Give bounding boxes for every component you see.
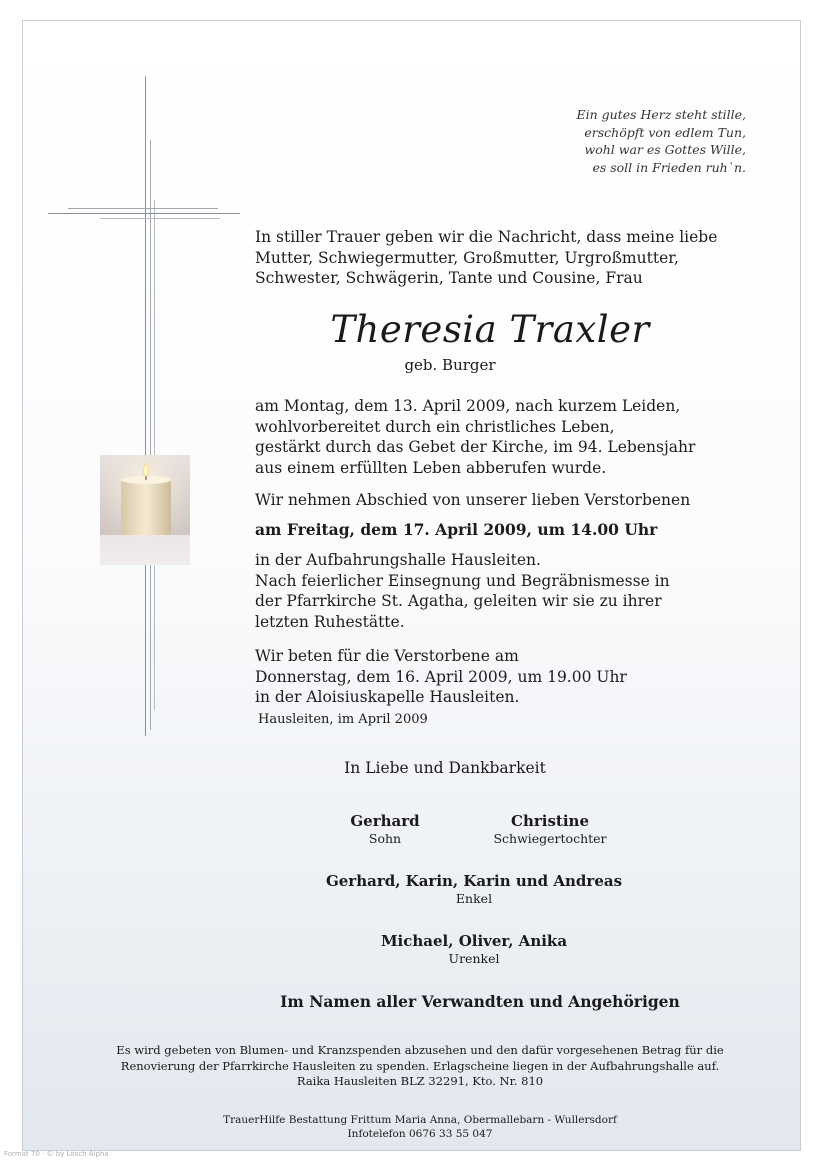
undertaker-name: TrauerHilfe Bestattung Frittum Maria Anna, Obermallebarn - Wullersdorf xyxy=(223,1114,617,1126)
place-date: Hausleiten, im April 2009 xyxy=(258,712,428,727)
farewell-line: Nach feierlicher Einsegnung und Begräbnismesse in xyxy=(255,571,670,590)
prayer-line: Wir beten für die Verstorbene am xyxy=(255,647,519,665)
death-line: gestärkt durch das Gebet der Kirche, im 94. Lebensjahr xyxy=(255,438,696,456)
donation-note xyxy=(60,1043,780,1090)
farewell-line: in der Aufbahrungshalle Hausleiten. xyxy=(255,551,541,569)
death-line: am Montag, dem 13. April 2009, nach kurzem Leiden, xyxy=(255,397,681,415)
prayer-line: in der Aloisiuskapelle Hausleiten. xyxy=(255,688,520,706)
poem-line: erschöpft von edlem Tun, xyxy=(584,124,746,140)
family-member-name: Christine xyxy=(511,812,589,830)
prayer-line: Donnerstag, dem 16. April 2009, um 19.00 Uhr xyxy=(255,667,627,686)
poem xyxy=(450,106,746,176)
donation-line: Raika Hausleiten BLZ 32291, Kto. Nr. 810 xyxy=(296,1074,544,1088)
birth-name: geb. Burger xyxy=(404,356,496,374)
prayer-paragraph xyxy=(255,646,725,708)
intro-line: Mutter, Schwiegermutter, Großmutter, Urgroßmutter, xyxy=(255,248,679,267)
family-grandchildren xyxy=(274,872,674,907)
intro-paragraph xyxy=(255,227,725,289)
family-member-relation: Schwiegertochter xyxy=(493,831,607,846)
donation-line: Es wird gebeten von Blumen- und Kranzspenden abzusehen und den dafür vorgesehenen Betrag für die xyxy=(116,1043,724,1057)
family-member-name: Gerhard xyxy=(350,812,420,830)
all-relatives: Im Namen aller Verwandten und Angehörigen xyxy=(280,992,680,1011)
family-great-grandchildren xyxy=(274,932,674,967)
candle-image xyxy=(100,455,190,565)
death-paragraph xyxy=(255,396,725,478)
donation-line: Renovierung der Pfarrkirche Hausleiten zu spenden. Erlagscheine liegen in der Aufbahrungshalle auf. xyxy=(120,1058,720,1073)
death-line: wohlvorbereitet durch ein christliches Leben, xyxy=(255,417,615,436)
poem-line: wohl war es Gottes Wille, xyxy=(584,142,746,157)
farewell-paragraph xyxy=(255,550,725,632)
undertaker-info xyxy=(60,1113,780,1141)
poem-line: es soll in Frieden ruh`n. xyxy=(592,159,746,175)
family-member-relation: Enkel xyxy=(455,891,493,906)
family-member-relation: Urenkel xyxy=(448,951,500,966)
family-member-name: Michael, Oliver, Anika xyxy=(380,932,568,950)
deceased-name: Theresia Traxler xyxy=(330,308,650,351)
intro-line: Schwester, Schwägerin, Tante und Cousine, Frau xyxy=(255,269,643,287)
family-daughter-in-law xyxy=(480,812,620,847)
death-line: aus einem erfüllten Leben abberufen wurde. xyxy=(255,458,607,477)
family-member-relation: Sohn xyxy=(368,831,402,846)
funeral-date: am Freitag, dem 17. April 2009, um 14.00 Uhr xyxy=(255,520,658,539)
family-member-name: Gerhard, Karin, Karin und Andreas xyxy=(325,872,623,890)
watermark: Format 70 · © by Lösch Alpha xyxy=(4,1150,109,1158)
farewell-line: der Pfarrkirche St. Agatha, geleiten wir sie zu ihrer xyxy=(255,592,662,610)
undertaker-phone: Infotelefon 0676 33 55 047 xyxy=(347,1128,493,1140)
poem-line: Ein gutes Herz steht stille, xyxy=(576,107,746,122)
intro-line: In stiller Trauer geben wir die Nachricht, dass meine liebe xyxy=(255,228,718,246)
farewell-intro: Wir nehmen Abschied von unserer lieben Verstorbenen xyxy=(255,491,691,509)
closing-line: In Liebe und Dankbarkeit xyxy=(344,759,546,777)
family-son xyxy=(325,812,445,847)
farewell-line: letzten Ruhestätte. xyxy=(255,612,405,631)
